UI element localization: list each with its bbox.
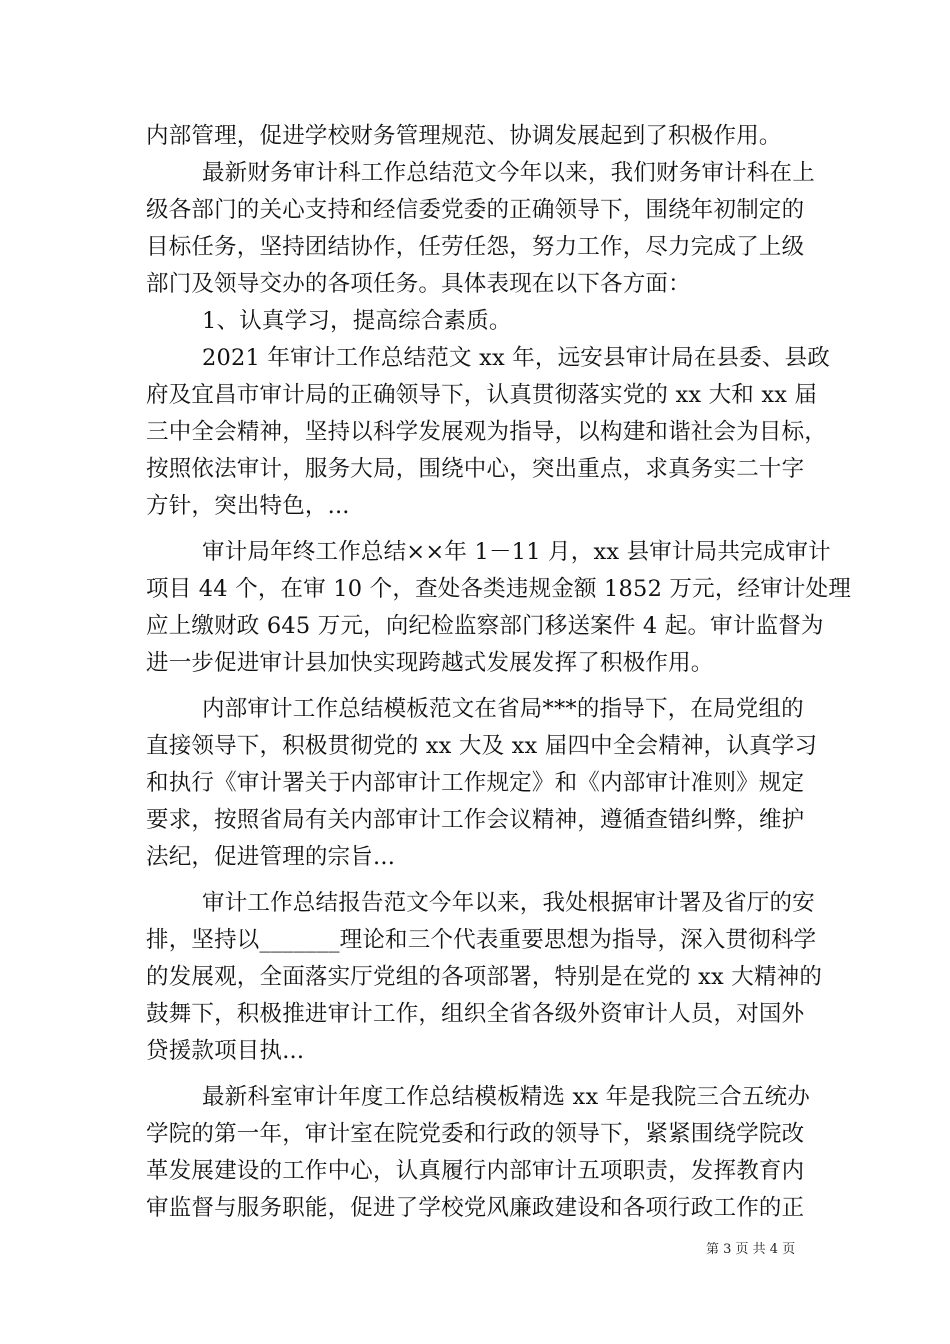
paragraph-line: 排，坚持以_______理论和三个代表重要思想为指导，深入贯彻科学 (146, 927, 817, 953)
paragraph-line: 最新财务审计科工作总结范文今年以来，我们财务审计科在上 (202, 160, 815, 186)
document-body (146, 118, 852, 1227)
paragraph-line: 目标任务，坚持团结协作，任劳任怨，努力工作，尽力完成了上级 (146, 234, 805, 260)
paragraph-line: 贷援款项目执... (146, 1038, 305, 1064)
page-number: 第 3 页 共 4 页 (706, 1242, 796, 1257)
paragraph-line: 和执行《审计署关于内部审计工作规定》和《内部审计准则》规定 (146, 770, 805, 796)
paragraph-line: 法纪，促进管理的宗旨... (146, 844, 396, 870)
paragraph-line: 内部管理，促进学校财务管理规范、协调发展起到了积极作用。 (146, 123, 782, 149)
paragraph-line: 审监督与服务职能，促进了学校党风廉政建设和各项行政工作的正 (146, 1195, 805, 1221)
paragraph-line: 审计工作总结报告范文今年以来，我处根据审计署及省厅的安 (202, 890, 815, 916)
paragraph-line: 项目 44 个，在审 10 个，查处各类违规金额 1852 万元，经审计处理 (146, 576, 852, 602)
paragraph-line: 学院的第一年，审计室在院党委和行政的领导下，紧紧围绕学院改 (146, 1121, 805, 1147)
paragraph-line: 内部审计工作总结模板范文在省局***的指导下，在局党组的 (202, 696, 804, 722)
paragraph-line: 部门及领导交办的各项任务。具体表现在以下各方面： (146, 271, 691, 297)
paragraph-line: 鼓舞下，积极推进审计工作，组织全省各级外资审计人员，对国外 (146, 1001, 805, 1027)
paragraph-line: 应上缴财政 645 万元，向纪检监察部门移送案件 4 起。审计监督为 (146, 613, 824, 639)
paragraph-line: 进一步促进审计县加快实现跨越式发展发挥了积极作用。 (146, 650, 714, 676)
paragraph-line: 方针，突出特色，... (146, 493, 350, 519)
paragraph-line: 审计局年终工作总结××年 1－11 月，xx 县审计局共完成审计 (202, 539, 831, 565)
paragraph-line: 革发展建设的工作中心，认真履行内部审计五项职责，发挥教育内 (146, 1158, 805, 1184)
paragraph-line: 要求，按照省局有关内部审计工作会议精神，遵循查错纠弊，维护 (146, 807, 805, 833)
paragraph-line: 府及宜昌市审计局的正确领导下，认真贯彻落实党的 xx 大和 xx 届 (146, 382, 818, 408)
paragraph-line: 级各部门的关心支持和经信委党委的正确领导下，围绕年初制定的 (146, 197, 805, 223)
paragraph-line: 最新科室审计年度工作总结模板精选 xx 年是我院三合五统办 (202, 1084, 810, 1110)
paragraph-line: 直接领导下，积极贯彻党的 xx 大及 xx 届四中全会精神，认真学习 (146, 733, 818, 759)
paragraph-line: 2021 年审计工作总结范文 xx 年，远安县审计局在县委、县政 (202, 345, 830, 371)
paragraph-line: 按照依法审计，服务大局，围绕中心，突出重点，求真务实二十字 (146, 456, 805, 482)
paragraph-line: 的发展观，全面落实厅党组的各项部署，特别是在党的 xx 大精神的 (146, 964, 823, 990)
paragraph-line: 1、认真学习，提高综合素质。 (202, 308, 512, 334)
paragraph-line: 三中全会精神，坚持以科学发展观为指导，以构建和谐社会为目标， (146, 419, 828, 445)
